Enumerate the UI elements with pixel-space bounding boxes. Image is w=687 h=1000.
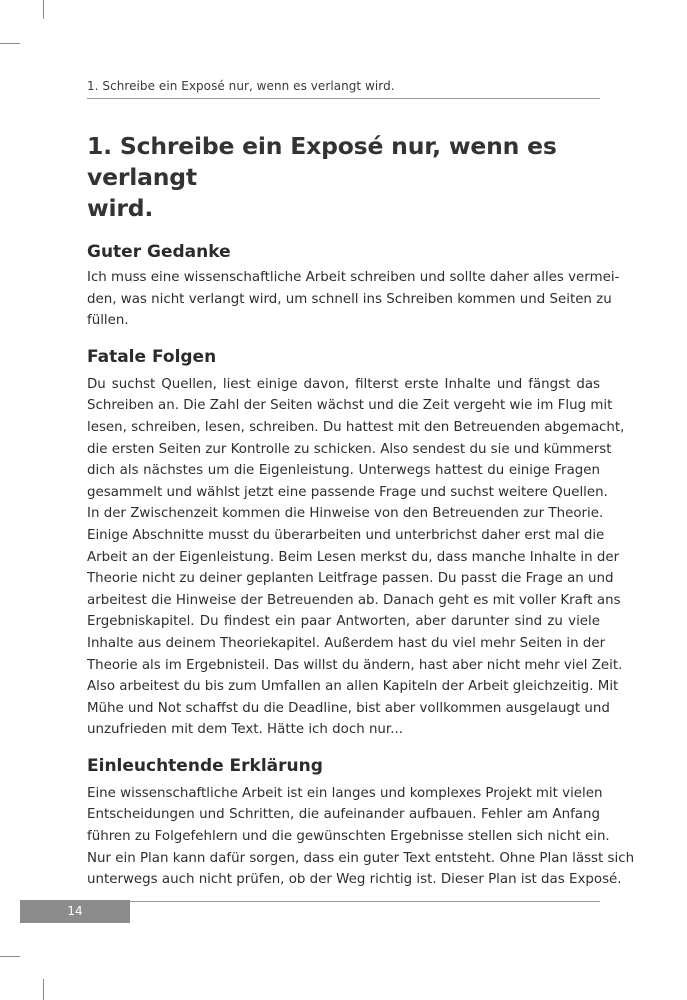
text-line: Ich muss eine wissenschaftliche Arbeit schreiben und sollte daher alles vermei- xyxy=(87,270,620,285)
text-line: füllen. xyxy=(87,313,129,329)
page-content xyxy=(87,131,635,891)
text-line: unterwegs auch nicht prüfen, ob der Weg richtig ist. Dieser Plan ist das Exposé. xyxy=(87,872,622,888)
text-line: den, was nicht verlangt wird, um schnell ins Schreiben kommen und Seiten zu xyxy=(87,291,612,307)
chapter-title-line: wird. xyxy=(87,194,154,222)
section-heading-fatale-folgen: Fatale Folgen xyxy=(87,346,217,367)
footer-rule xyxy=(130,901,600,902)
text-line: Theorie als im Ergebnisteil. Das willst du ändern, hast aber nicht mehr viel Zeit. xyxy=(87,657,623,673)
text-line: dich als nächstes um die Eigenleistung. Unterwegs hattest du einige Fragen xyxy=(87,463,600,479)
text-line: gesammelt und wählst jetzt eine passende Frage und suchst weitere Quellen. xyxy=(87,484,608,500)
header-rule xyxy=(87,98,600,99)
paragraph-einleuchtende-erklaerung xyxy=(87,783,635,891)
text-line: die ersten Seiten zur Kontrolle zu schicken. Also sendest du sie und kümmerst xyxy=(87,441,612,457)
crop-mark-bottom-horizontal xyxy=(0,956,20,957)
text-line: Theorie nicht zu deiner geplanten Leitfrage passen. Du passt die Frage an und xyxy=(87,571,614,587)
crop-mark-bottom-vertical xyxy=(43,979,44,1000)
text-line: unzufrieden mit dem Text. Hätte ich doch nur... xyxy=(87,722,403,738)
text-line: arbeitest die Hinweise der Betreuenden ab. Danach geht es mit voller Kraft ans xyxy=(87,592,621,608)
crop-mark-top-vertical xyxy=(43,0,44,19)
text-line: Eine wissenschaftliche Arbeit ist ein langes und komplexes Projekt mit vielen xyxy=(87,785,603,801)
section-heading-guter-gedanke: Guter Gedanke xyxy=(87,242,231,262)
text-line: In der Zwischenzeit kommen die Hinweise von den Betreuenden zur Theorie. xyxy=(87,506,604,522)
chapter-title xyxy=(87,131,600,224)
crop-mark-top-horizontal xyxy=(0,43,20,44)
text-line: Nur ein Plan kann dafür sorgen, dass ein guter Text entsteht. Ohne Plan lässt sich xyxy=(87,850,635,866)
text-line: Einige Abschnitte musst du überarbeiten und unterbrichst daher erst mal die xyxy=(87,527,605,543)
text-line: Schreiben an. Die Zahl der Seiten wächst und die Zeit vergeht wie im Flug mit xyxy=(87,398,613,414)
page-number: 14 xyxy=(67,904,83,918)
paragraph-fatale-folgen xyxy=(87,374,625,741)
text-line: Also arbeitest du bis zum Umfallen an allen Kapiteln der Arbeit gleichzeitig. Mit xyxy=(87,679,619,695)
text-line: lesen, schreiben, lesen, schreiben. Du hattest mit den Betreuenden abgemacht, xyxy=(87,419,625,435)
text-line: Entscheidungen und Schritten, die aufeinander aufbauen. Fehler am Anfang xyxy=(87,807,600,823)
chapter-title-line: 1. Schreibe ein Exposé nur, wenn es verlangt xyxy=(87,132,557,191)
text-line: Ergebniskapitel. Du findest ein paar Antworten, aber darunter sind zu viele xyxy=(87,614,600,630)
paragraph-guter-gedanke xyxy=(87,267,620,332)
text-line: Arbeit an der Eigenleistung. Beim Lesen merkst du, dass manche Inhalte in der xyxy=(87,549,620,565)
running-head: 1. Schreibe ein Exposé nur, wenn es verlangt wird. xyxy=(87,79,395,93)
text-line: führen zu Folgefehlern und die gewünschten Ergebnisse stellen sich nicht ein. xyxy=(87,829,610,845)
text-line: Du suchst Quellen, liest einige davon, filterst erste Inhalte und fängst das xyxy=(87,376,600,392)
section-heading-einleuchtende-erklaerung: Einleuchtende Erklärung xyxy=(87,755,323,776)
text-line: Inhalte aus deinem Theoriekapitel. Außerdem hast du viel mehr Seiten in der xyxy=(87,635,606,651)
text-line: Mühe und Not schaffst du die Deadline, bist aber vollkommen ausgelaugt und xyxy=(87,700,610,716)
